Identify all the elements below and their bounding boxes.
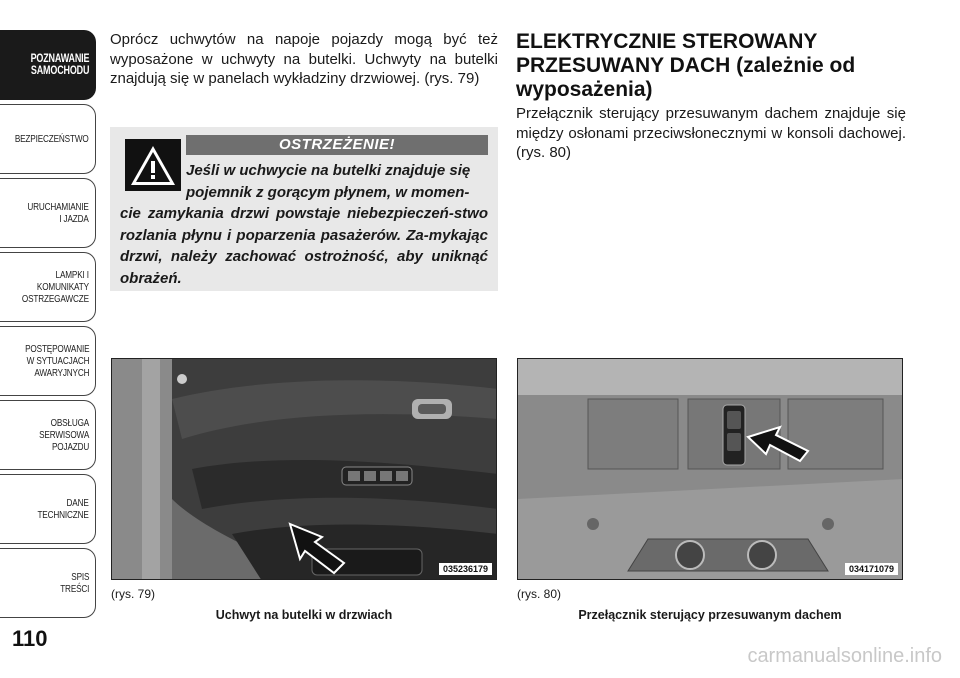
right-column xyxy=(516,104,906,163)
tab-postepowanie-awaryjne[interactable]: POSTĘPOWANIE W SYTUACJACH AWARYJNYCH xyxy=(0,326,96,396)
figure-caption: Przełącznik sterujący przesuwanym dachem xyxy=(578,608,842,622)
overhead-console-illustration xyxy=(518,359,903,580)
figure-sunroof-switch xyxy=(517,358,903,580)
tab-lampki-i-komunikaty[interactable]: LAMPKI I KOMUNIKATY OSTRZEGAWCZE xyxy=(0,252,96,322)
left-column xyxy=(110,30,498,89)
tab-obsluga-serwisowa[interactable]: OBSŁUGA SERWISOWA POJAZDU xyxy=(0,400,96,470)
figure-reference: (rys. 80) xyxy=(517,587,562,601)
figure-reference: (rys. 79) xyxy=(111,587,156,601)
figure-code: 035236179 xyxy=(439,563,492,575)
tab-spis-tresci[interactable]: SPIS TREŚCI xyxy=(0,548,96,618)
warning-text-line-1: Jeśli w uchwycie na butelki znajduje się xyxy=(186,162,471,179)
page-number: 110 xyxy=(12,626,48,651)
figure-code: 034171079 xyxy=(845,563,898,575)
warning-text-line-2: pojemnik z gorącym płynem, w momen- xyxy=(186,183,470,201)
figure-caption: Uchwyt na butelki w drzwiach xyxy=(215,608,393,622)
door-panel-illustration xyxy=(112,359,497,580)
watermark: carmanualsonline.info xyxy=(747,645,942,667)
sunroof-paragraph: Przełącznik sterujący przesuwanym dachem znajduje się między osłonami przeciwsłonecznymi w konsoli dachowej. (rys. 80) xyxy=(516,105,906,161)
tab-dane-techniczne[interactable]: DANE TECHNICZNE xyxy=(0,474,96,544)
bottle-holder-paragraph: Oprócz uchwytów na napoje pojazdy mogą być też wyposażone w uchwyty na butelki. Uchwyty na butelki znajdują się w panelach wykładziny drzwiowej. (rys. 79) xyxy=(110,31,498,87)
section-heading: ELEKTRYCZNIE STEROWANY PRZESUWANY DACH (zależnie od wyposażenia) xyxy=(516,30,856,101)
tab-bezpieczenstwo[interactable]: BEZPIECZEŃSTWO xyxy=(0,104,96,174)
warning-title: OSTRZEŻENIE! xyxy=(186,135,488,155)
tab-poznawanie-samochodu[interactable]: POZNAWANIE SAMOCHODU xyxy=(0,30,96,100)
warning-text xyxy=(120,160,488,289)
warning-text-rest: cie zamykania drzwi powstaje niebezpieczeń-stwo rozlania płynu i poparzenia pasażerów. Za-mykając drzwi, należy zachować ostrożność, aby uniknąć obrażeń. xyxy=(120,205,488,287)
tab-uruchamianie-i-jazda[interactable]: URUCHAMIANIE I JAZDA xyxy=(0,178,96,248)
figure-bottle-holder xyxy=(111,358,497,580)
